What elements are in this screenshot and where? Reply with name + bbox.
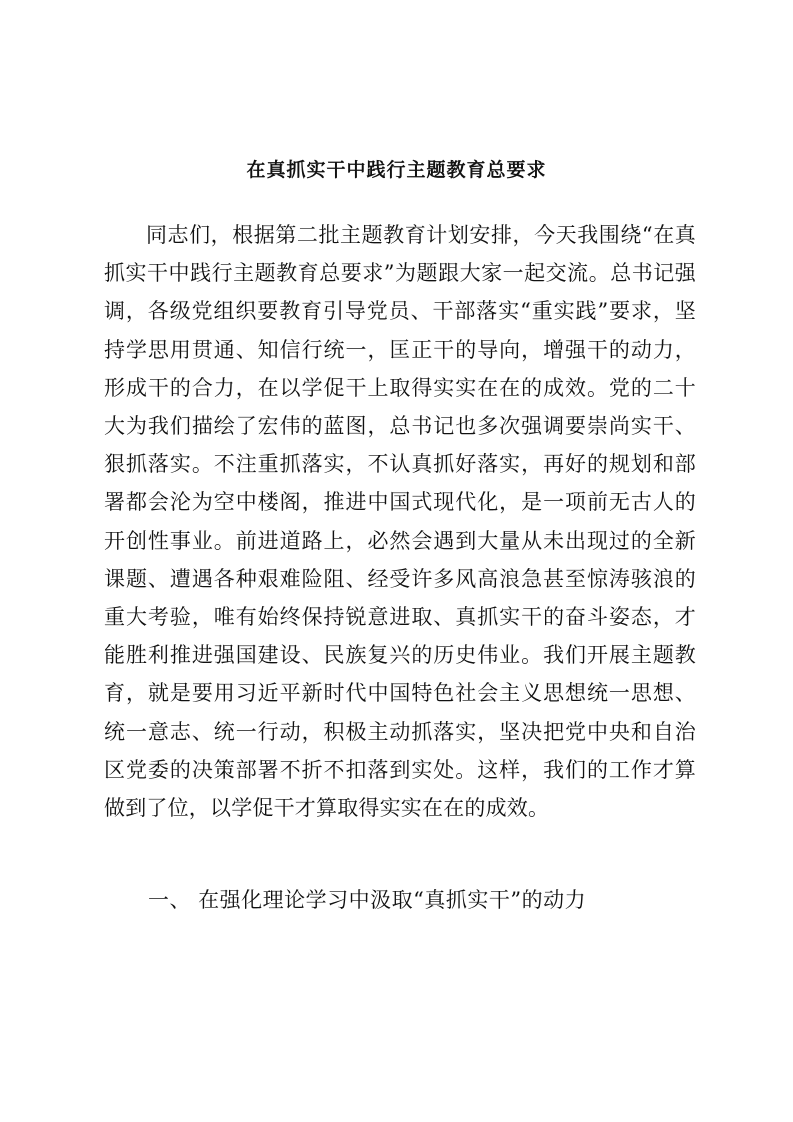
section-heading: 一、 在强化理论学习中汲取“真抓实干”的动力 — [148, 888, 587, 912]
intro-paragraph: 同志们，根据第二批主题教育计划安排，今天我围绕“在真抓实干中践行主题教育总要求”为题跟大家一起交流。总书记强调，各级党组织要教育引导党员、干部落实“重实践”要求，坚持学思用贯通、知信行统一，匡正干的导向，增强干的动力，形成干的合力，在以学促干上取得实实在在的成效。党的二十大为我们描绘了宏伟的蓝图，总书记也多次强调要崇尚实干、狠抓落实。不注重抓落实，不认真抓好落实，再好的规划和部署都会沦为空中楼阁，推进中国式现代化，是一项前无古人的开创性事业。前进道路上，必然会遇到大量从未出现过的全新课题、遭遇各种艰难险阻、经受许多风高浪急甚至惊涛骇浪的重大考验，唯有始终保持锐意进取、真抓实干的奋斗姿态，才能胜利推进强国建设、民族复兴的历史伟业。我们开展主题教育，就是要用习近平新时代中国特色社会主义思想统一思想、统一意志、统一行动，积极主动抓落实，坚决把党中央和自治区党委的决策部署不折不扣落到实处。这样，我们的工作才算做到了位，以学促干才算取得实实在在的成效。 — [104, 223, 696, 821]
document-title: 在真抓实干中践行主题教育总要求 — [246, 159, 547, 181]
